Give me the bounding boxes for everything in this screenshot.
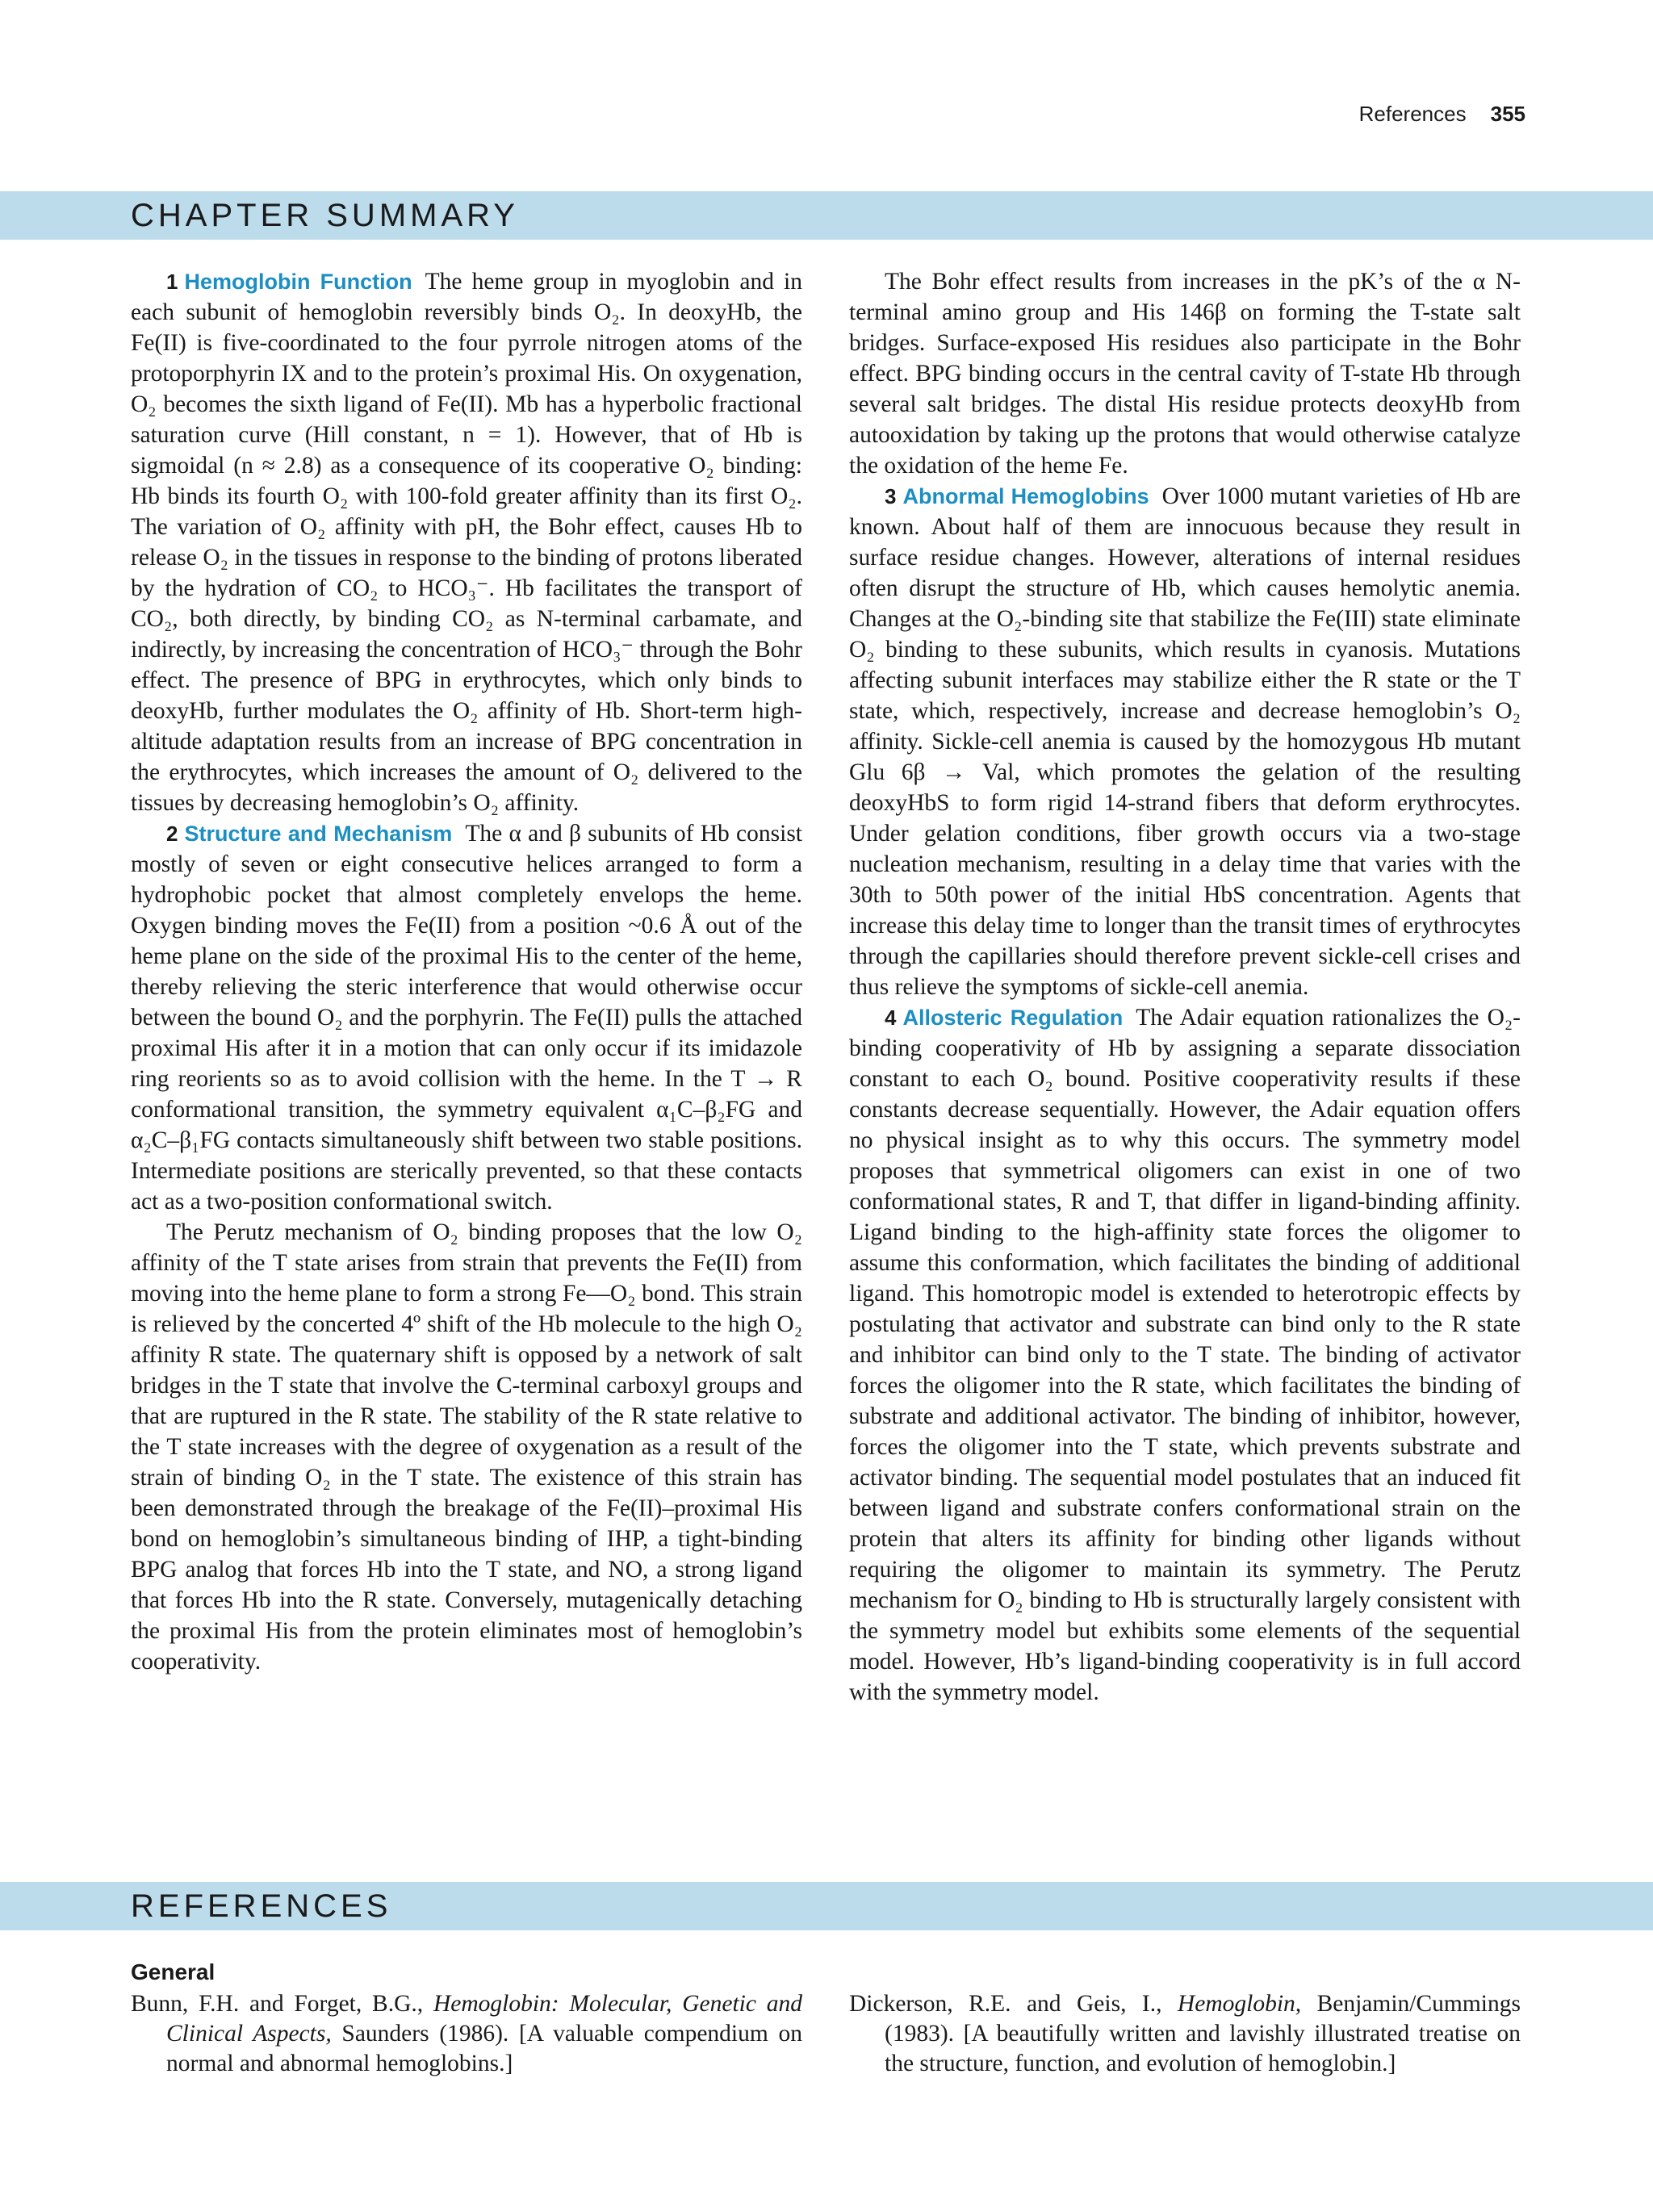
section-title: Allosteric Regulation	[902, 1006, 1124, 1030]
summary-left-column	[131, 266, 802, 1677]
section-number: 2	[166, 822, 178, 846]
running-head-label: References	[1358, 102, 1467, 126]
section-number: 3	[885, 484, 897, 508]
summary-paragraph	[131, 1217, 802, 1677]
reference-details: Benjamin/Cummings (1983). [A beautifully written and lavishly illustrated treatise on the structure, function, and evolution of hemoglobin.]	[885, 1991, 1521, 2076]
summary-paragraph	[131, 266, 802, 818]
references-heading: REFERENCES	[131, 1888, 392, 1924]
reference-title: Hemoglobin: Molecular, Genetic and Clinical Aspects,	[166, 1991, 802, 2047]
summary-paragraph	[849, 266, 1521, 481]
reference-entry	[849, 1989, 1521, 2079]
running-head	[1337, 102, 1525, 127]
section-title: Structure and Mechanism	[184, 822, 453, 846]
section-title: Hemoglobin Function	[184, 270, 412, 294]
section-text: The heme group in myoglobin and in each subunit of hemoglobin reversibly binds O₂. In deoxyHb, the Fe(II) is five-coordinated to the four pyrrole nitrogen atoms of the protoporphyrin IX and to the protein’s proximal His. On oxygenation, O₂ becomes the sixth ligand of Fe(II). Mb has a hyperbolic fractional saturation curve (Hill constant, n = 1). However, that of Hb is sigmoidal (n ≈ 2.8) as a consequence of its cooperative O₂ binding: Hb binds its fourth O₂ with 100-fold greater affinity than its first O₂. The variation of O₂ affinity with pH, the Bohr effect, causes Hb to release O₂ in the tissues in response to the binding of protons liberated by the hydration of CO₂ to HCO₃⁻. Hb facilitates the transport of CO₂, both directly, by binding CO₂ as N-terminal carbamate, and indirectly, by increasing the concentration of HCO₃⁻ through the Bohr effect. The presence of BPG in erythrocytes, which only binds to deoxyHb, further modulates the O₂ affinity of Hb. Short-term high-altitude adaptation results from an increase of BPG concentration in the erythrocytes, which increases the amount of O₂ delivered to the tissues by decreasing hemoglobin’s O₂ affinity.	[131, 269, 802, 816]
summary-paragraph	[849, 481, 1521, 1002]
reference-entry	[131, 1989, 802, 2079]
section-text: The Perutz mechanism of O₂ binding proposes that the low O₂ affinity of the T state arises from strain that prevents the Fe(II) from moving into the heme plane to form a strong Fe—O₂ bond. This strain is relieved by the concerted 4º shift of the Hb molecule to the high O₂ affinity R state. The quaternary shift is opposed by a network of salt bridges in the T state that involve the C-terminal carboxyl groups and that are ruptured in the R state. The stability of the R state relative to the T state increases with the degree of oxygenation as a result of the strain of binding O₂ in the T state. The existence of this strain has been demonstrated through the breakage of the Fe(II)–proximal His bond on hemoglobin’s simultaneous binding of IHP, a tight-binding BPG analog that forces Hb into the T state, and NO, a strong ligand that forces Hb into the R state. Conversely, mutagenically detaching the proximal His from the protein eliminates most of hemoglobin’s cooperativity.	[131, 1219, 802, 1675]
section-text: Over 1000 mutant varieties of Hb are known. About half of them are innocuous because they result in surface residue changes. However, alterations of internal residues often disrupt the structure of Hb, which causes hemolytic anemia. Changes at the O₂-binding site that stabilize the Fe(III) state eliminate O₂ binding to these subunits, which results in cyanosis. Mutations affecting subunit interfaces may stabilize either the R state or the T state, which, respectively, increase and decrease hemoglobin’s O₂ affinity. Sickle-cell anemia is caused by the homozygous Hb mutant Glu 6β → Val, which promotes the gelation of the resulting deoxyHbS to form rigid 14-strand fibers that deform erythrocytes. Under gelation conditions, fiber growth occurs via a two-stage nucleation mechanism, resulting in a delay time that varies with the 30th to 50th power of the initial HbS concentration. Agents that increase this delay time to longer than the transit times of erythrocytes through the capillaries should therefore prevent sickle-cell crises and thus relieve the symptoms of sickle-cell anemia.	[849, 483, 1521, 1000]
reference-authors: Dickerson, R.E. and Geis, I.,	[849, 1991, 1178, 2017]
section-text: The Bohr effect results from increases in the pK’s of the α N-terminal amino group and His 146β on forming the T-state salt bridges. Surface-exposed His residues also participate in the Bohr effect. BPG binding occurs in the central cavity of T-state Hb through several salt bridges. The distal His residue protects deoxyHb from autooxidation by taking up the protons that would otherwise catalyze the oxidation of the heme Fe.	[849, 269, 1521, 479]
summary-right-column	[849, 266, 1521, 1708]
chapter-summary-band	[0, 191, 1653, 240]
reference-title: Hemoglobin,	[1177, 1991, 1302, 2017]
reference-authors: Bunn, F.H. and Forget, B.G.,	[131, 1991, 433, 2017]
section-text: The α and β subunits of Hb consist mostly of seven or eight consecutive helices arranged to form a hydrophobic pocket that almost completely envelops the heme. Oxygen binding moves the Fe(II) from a position ~0.6 Å out of the heme plane on the side of the proximal His to the center of the heme, thereby relieving the steric interference that would otherwise occur between the bound O₂ and the porphyrin. The Fe(II) pulls the attached proximal His after it in a motion that can only occur if its imidazole ring reorients so as to avoid collision with the heme. In the T → R conformational transition, the symmetry equivalent α₁C–β₂FG and α₂C–β₁FG contacts simultaneously shift between two stable positions. Intermediate positions are sterically prevented, so that these contacts act as a two-position conformational switch.	[131, 821, 802, 1215]
summary-paragraph	[849, 1002, 1521, 1708]
chapter-summary-heading: CHAPTER SUMMARY	[131, 198, 519, 233]
reference-details: Saunders (1986). [A valuable compendium on normal and abnormal hemoglobins.]	[166, 2021, 803, 2076]
references-subheading: General	[131, 1959, 216, 1984]
section-number: 1	[166, 270, 178, 294]
section-number: 4	[885, 1006, 897, 1030]
section-text: The Adair equation rationalizes the O₂-binding cooperativity of Hb by assigning a separate dissociation constant to each O₂ bound. Positive cooperativity results if these constants decrease sequentially. However, the Adair equation offers no physical insight as to why this occurs. The symmetry model proposes that symmetrical oligomers can exist in one of two conformational states, R and T, that differ in ligand-binding affinity. Ligand binding to the high-affinity state forces the oligomer to assume this conformation, which facilitates the binding of additional ligand. This homotropic model is extended to heterotropic effects by postulating that activator and substrate can bind only to the R state and inhibitor can bind only to the T state. The binding of activator forces the oligomer into the R state, which facilitates the binding of substrate and additional activator. The binding of inhibitor, however, forces the oligomer into the T state, which prevents substrate and activator binding. The sequential model postulates that an induced fit between ligand and substrate confers conformational strain on the protein that alters its affinity for binding other ligands without requiring the oligomer to maintain its symmetry. The Perutz mechanism for O₂ binding to Hb is structurally largely consistent with the symmetry model but exhibits some elements of the sequential model. However, Hb’s ligand-binding cooperativity is in full accord with the symmetry model.	[849, 1005, 1521, 1705]
summary-paragraph	[131, 818, 802, 1217]
page-number: 355	[1490, 102, 1525, 126]
references-band	[0, 1882, 1653, 1930]
section-title: Abnormal Hemoglobins	[902, 484, 1149, 508]
